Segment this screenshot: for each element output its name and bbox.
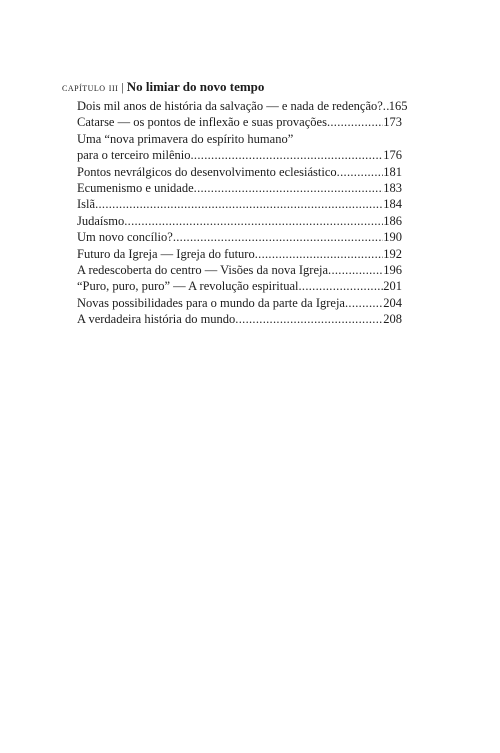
toc-entry-title: Catarse — os pontos de inflexão e suas provações bbox=[77, 115, 327, 130]
toc-entry-title: Um novo concílio? bbox=[77, 230, 173, 245]
toc-entries bbox=[77, 98, 408, 328]
toc-entry bbox=[77, 180, 402, 196]
chapter-title: No limiar do novo tempo bbox=[126, 79, 265, 94]
toc-entry-title-line1: Uma “nova primavera do espírito humano” bbox=[77, 131, 294, 146]
dot-leader bbox=[328, 262, 383, 278]
toc-entry bbox=[77, 131, 402, 164]
toc-entry-title: Ecumenismo e unidade bbox=[77, 181, 194, 196]
toc-entry-page: 201 bbox=[383, 279, 402, 294]
toc-entry bbox=[77, 278, 402, 294]
toc-entry-title: Islã bbox=[77, 197, 96, 212]
toc-entry-page: 183 bbox=[383, 181, 402, 196]
toc-entry-title: Judaísmo bbox=[77, 213, 125, 228]
dot-leader bbox=[173, 229, 383, 245]
toc-entry-page: 192 bbox=[383, 246, 402, 261]
toc-entry-title: Futuro da Igreja — Igreja do futuro bbox=[77, 246, 255, 261]
dot-leader bbox=[255, 246, 384, 262]
toc-entry-page: 196 bbox=[383, 263, 402, 278]
toc-entry-title: A verdadeira história do mundo bbox=[77, 312, 236, 327]
toc-entry bbox=[77, 213, 402, 229]
dot-leader bbox=[235, 311, 383, 327]
chapter-heading bbox=[62, 79, 402, 96]
toc-entry-title: A redescoberta do centro — Visões da nova Igreja bbox=[77, 263, 329, 278]
dot-leader bbox=[345, 295, 383, 311]
toc-entry-page: 165 bbox=[388, 99, 408, 113]
toc-entry bbox=[77, 114, 402, 130]
toc-entry-page: 181 bbox=[383, 164, 402, 179]
toc-entry-page: 204 bbox=[383, 295, 402, 310]
toc-entry bbox=[77, 295, 402, 311]
chapter-separator: | bbox=[121, 80, 124, 94]
toc-entry bbox=[77, 246, 402, 262]
toc-entry-title: para o terceiro milênio bbox=[77, 148, 191, 163]
toc-entry bbox=[77, 98, 408, 114]
toc-entry bbox=[77, 229, 402, 245]
dot-leader bbox=[194, 180, 384, 196]
toc-entry bbox=[77, 311, 402, 327]
toc-entry-title: Novas possibilidades para o mundo da parte da Igreja bbox=[77, 295, 345, 310]
dot-leader bbox=[124, 213, 383, 229]
toc-entry-title: Dois mil anos de história da salvação — e nada de redenção? bbox=[77, 99, 383, 113]
table-of-contents bbox=[62, 79, 408, 328]
dot-leader bbox=[337, 164, 384, 180]
toc-entry-page: 173 bbox=[383, 115, 402, 130]
toc-entry-title: “Puro, puro, puro” — A revolução espiritual bbox=[77, 279, 299, 294]
dot-leader bbox=[298, 278, 383, 294]
toc-entry-title: Pontos nevrálgicos do desenvolvimento eclesiástico bbox=[77, 164, 337, 179]
toc-entry-page: 176 bbox=[383, 148, 402, 163]
toc-entry-page: 208 bbox=[383, 312, 402, 327]
toc-entry bbox=[77, 262, 402, 278]
dot-leader bbox=[327, 114, 383, 130]
toc-entry bbox=[77, 164, 402, 180]
dot-leader bbox=[191, 147, 384, 163]
chapter-label: capítulo iii bbox=[62, 82, 119, 94]
toc-entry-page: 184 bbox=[383, 197, 402, 212]
toc-entry-page: 190 bbox=[383, 230, 402, 245]
dot-leader bbox=[95, 196, 383, 212]
toc-entry-page: 186 bbox=[383, 213, 402, 228]
toc-entry bbox=[77, 196, 402, 212]
